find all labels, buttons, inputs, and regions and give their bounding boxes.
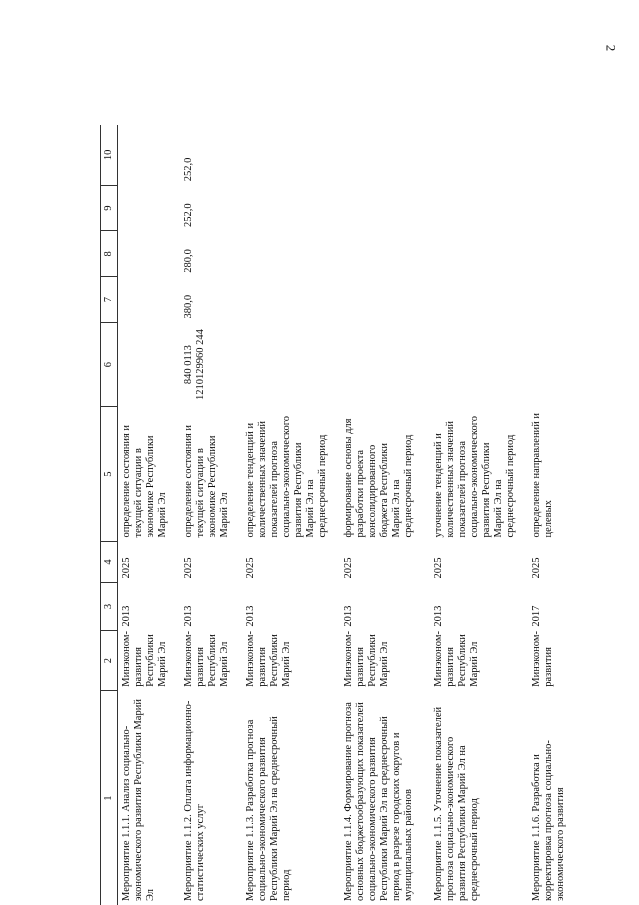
- column-header-4: 4: [101, 542, 118, 583]
- value-col-7: [528, 277, 570, 323]
- responsible-executor: Минэконом-развития Республики Марий Эл: [244, 631, 292, 687]
- value-col-10: [340, 125, 430, 185]
- activity-name: Мероприятие 1.1.6. Разработка и корректировка прогноза социально-экономического развития: [530, 740, 566, 901]
- table-row: [430, 125, 528, 905]
- column-header-9: 9: [101, 185, 118, 231]
- value-col-9: [430, 185, 528, 231]
- column-header-2: 2: [101, 631, 118, 691]
- column-header-6: 6: [101, 322, 118, 406]
- value-col-9: [528, 185, 570, 231]
- table-row: [242, 125, 340, 905]
- value-col-10: 252,0: [182, 157, 194, 182]
- value-col-8: [340, 231, 430, 277]
- value-col-8: [430, 231, 528, 277]
- expected-result: уточнение тенденций и количественных значений показателей прогноза социально-экономического развития Республики Марий Эл на среднесрочный период: [432, 415, 516, 538]
- value-col-8: [242, 231, 340, 277]
- value-col-10: [118, 125, 180, 185]
- table-row: [180, 125, 242, 905]
- value-col-10: [528, 125, 570, 185]
- page-number: 2: [602, 44, 618, 52]
- end-year: 2025: [432, 557, 444, 579]
- end-year: 2025: [182, 557, 194, 579]
- table-header-row: [101, 125, 118, 905]
- table-row: [340, 125, 430, 905]
- end-year: 2025: [244, 557, 256, 579]
- activity-name: Мероприятие 1.1.1. Анализ социально-экономического развития Республики Марий Эл: [121, 699, 156, 901]
- budget-code: [242, 322, 340, 406]
- expected-result: формирование основы для разработки проекта консолидированного бюджета Республики Марий Эл на среднесрочный период: [342, 418, 414, 538]
- program-activities-table: [100, 125, 570, 905]
- value-col-8: [528, 231, 570, 277]
- start-year: 2013: [182, 605, 194, 627]
- activity-name: Мероприятие 1.1.5. Уточнение показателей прогноза социально-экономического развития Республики Марий Эл на среднесрочный период: [432, 706, 480, 901]
- expected-result: определение состояния и текущей ситуации в экономике Республики Марий Эл: [121, 424, 168, 538]
- expected-result: определение направлений и целевых: [530, 412, 554, 538]
- value-col-7: [242, 277, 340, 323]
- value-col-7: [118, 277, 180, 323]
- start-year: 2017: [530, 605, 542, 627]
- rotated-table-wrapper: [100, 125, 566, 905]
- table-row: [118, 125, 180, 905]
- value-col-8: 280,0: [182, 249, 194, 273]
- start-year: 2013: [244, 605, 256, 627]
- value-col-10: [242, 125, 340, 185]
- budget-code: [430, 322, 528, 406]
- start-year: 2013: [121, 605, 132, 627]
- responsible-executor: Минэконом-развития Республики Марий Эл: [121, 631, 168, 687]
- budget-code: [118, 322, 180, 406]
- budget-code: 840 0113 1210129960 244: [182, 329, 206, 401]
- responsible-executor: Минэконом-развития Республики Марий Эл: [342, 631, 390, 687]
- value-col-9: 252,0: [182, 203, 194, 227]
- value-col-8: [118, 231, 180, 277]
- table-row: [528, 125, 570, 905]
- value-col-9: [242, 185, 340, 231]
- responsible-executor: Минэконом-развития: [530, 631, 554, 687]
- expected-result: определение тенденций и количественных значений показателей прогноза социально-экономического развития Республики Марий Эл на среднесрочный период: [244, 415, 328, 538]
- responsible-executor: Минэконом-развития Республики Марий Эл: [432, 631, 480, 687]
- end-year: 2025: [342, 557, 354, 579]
- activity-name: Мероприятие 1.1.3. Разработка прогноза социально-экономического развития Республики Марий Эл на среднесрочный период: [244, 716, 292, 901]
- value-col-7: [430, 277, 528, 323]
- column-header-5: 5: [101, 407, 118, 542]
- column-header-3: 3: [101, 582, 118, 630]
- start-year: 2013: [432, 605, 444, 627]
- value-col-10: [430, 125, 528, 185]
- start-year: 2013: [342, 605, 354, 627]
- budget-code: [528, 322, 570, 406]
- responsible-executor: Минэконом-развития Республики Марий Эл: [182, 631, 230, 687]
- end-year: 2025: [121, 557, 132, 579]
- value-col-7: [340, 277, 430, 323]
- value-col-9: [118, 185, 180, 231]
- column-header-7: 7: [101, 277, 118, 323]
- budget-code: [340, 322, 430, 406]
- activity-name: Мероприятие 1.1.4. Формирование прогноза основных бюджетообразующих показателей социально-экономического развития Республики Марий Эл на среднесрочный период в разрезе городских округов и муниципальных районов: [342, 702, 414, 901]
- end-year: 2025: [530, 557, 542, 579]
- activity-name: Мероприятие 1.1.2. Оплата информационно-статистических услуг: [182, 700, 206, 901]
- column-header-1: 1: [101, 691, 118, 905]
- value-col-9: [340, 185, 430, 231]
- column-header-8: 8: [101, 231, 118, 277]
- column-header-10: 10: [101, 125, 118, 185]
- expected-result: определение состояния и текущей ситуации в экономике Республики Марий Эл: [182, 424, 230, 538]
- value-col-7: 380,0: [182, 294, 194, 319]
